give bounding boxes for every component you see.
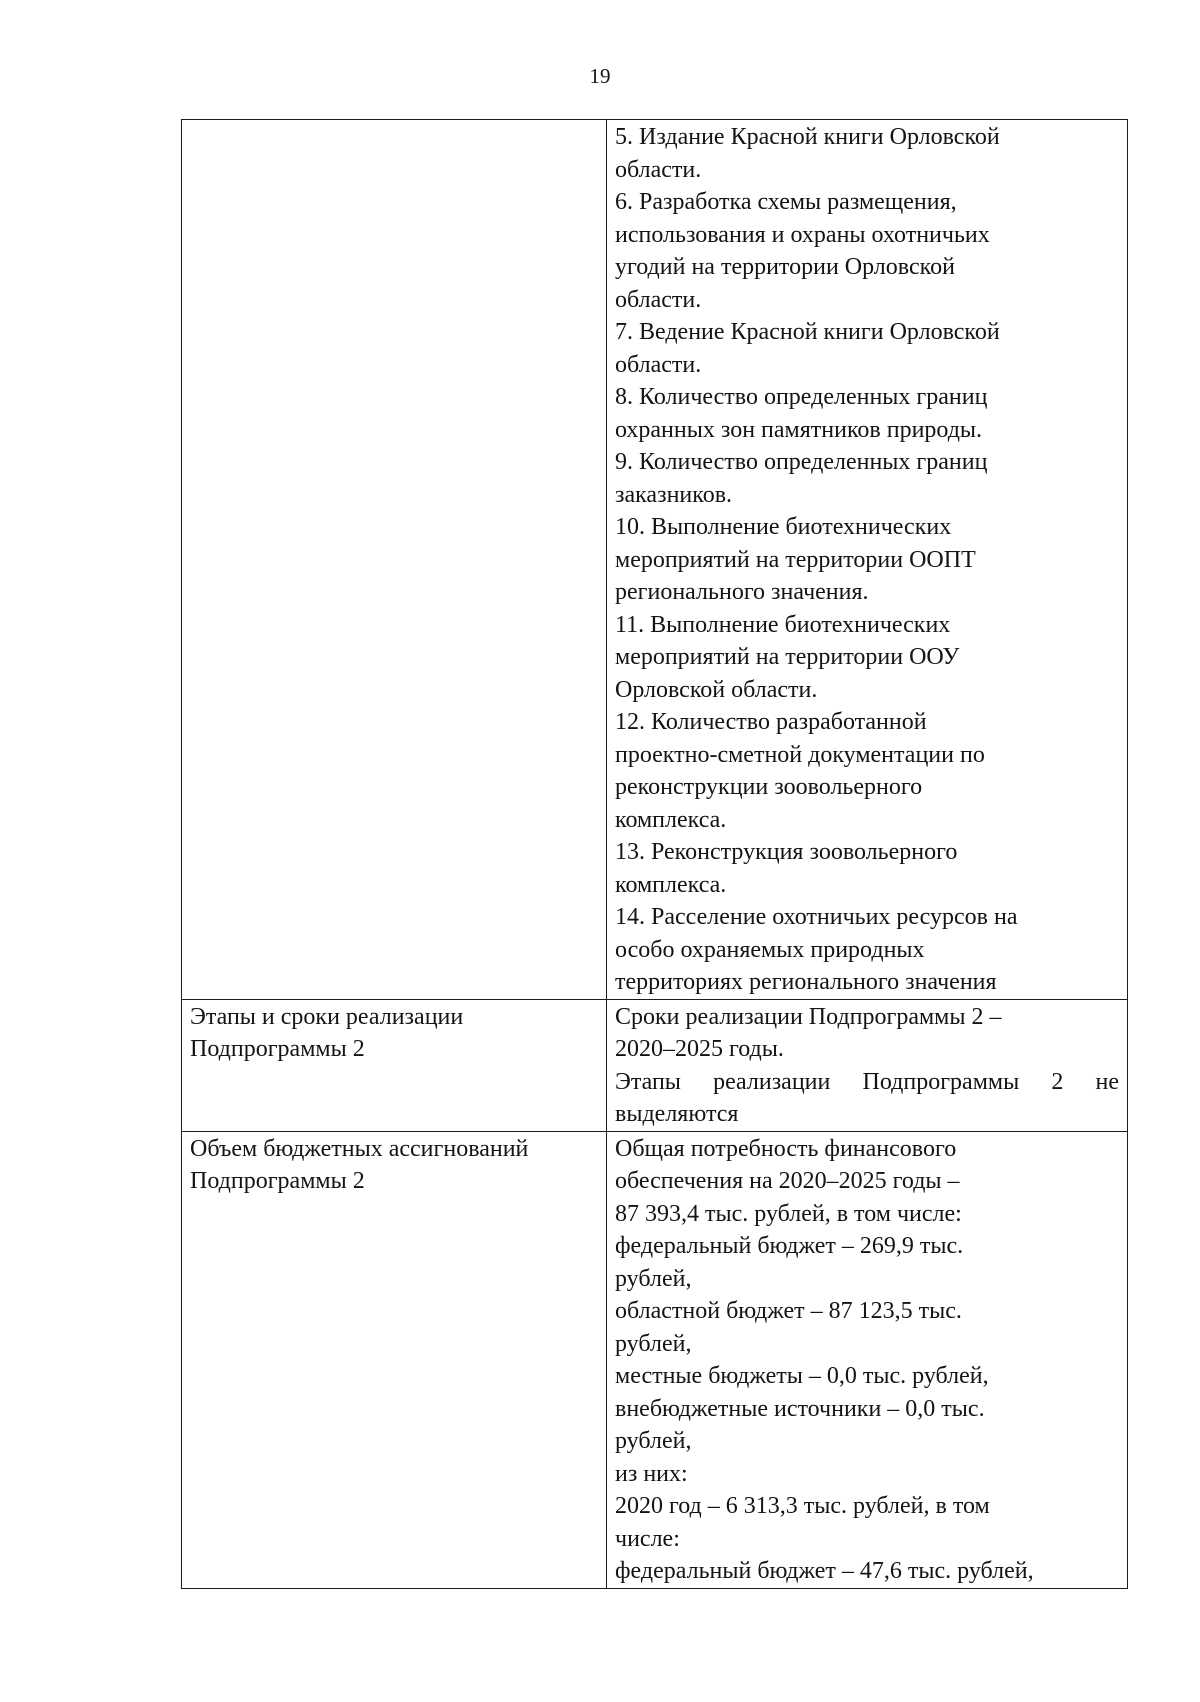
text-line: внебюджетные источники – 0,0 тыс. <box>615 1395 985 1422</box>
text-line: Общая потребность финансового <box>615 1135 957 1162</box>
text-line: 9. Количество определенных границ <box>615 449 988 475</box>
text-line: из них: <box>615 1460 688 1487</box>
text-line: местные бюджеты – 0,0 тыс. рублей, <box>615 1363 989 1389</box>
text-line: федеральный бюджет – 269,9 тыс. <box>615 1233 964 1259</box>
text-line: 8. Количество определенных границ <box>615 384 988 410</box>
indicators-list-cell <box>607 120 1128 1000</box>
row-label-line: Подпрограммы 2 <box>190 1036 365 1062</box>
text-line: 6. Разработка схемы размещения, <box>615 189 957 215</box>
text-line: области. <box>615 156 702 183</box>
text-line: числе: <box>615 1525 680 1552</box>
text-line: территориях регионального значения <box>615 969 997 995</box>
text-line: Орловской области. <box>615 676 818 703</box>
text-line: области. <box>615 351 702 378</box>
text-line: мероприятий на территории ООПТ <box>615 546 976 573</box>
row-label-cell <box>182 1131 607 1588</box>
text-line: выделяются <box>615 1101 739 1127</box>
text-line: области. <box>615 286 702 313</box>
text-line: 5. Издание Красной книги Орловской <box>615 124 1000 150</box>
text-line: обеспечения на 2020–2025 годы – <box>615 1168 960 1194</box>
text-line: рублей, <box>615 1428 692 1454</box>
text-line: 87 393,4 тыс. рублей, в том числе: <box>615 1200 962 1227</box>
text-line: рублей, <box>615 1265 692 1292</box>
row-label-cell-empty <box>182 120 607 1000</box>
text-line: 11. Выполнение биотехнических <box>615 611 951 638</box>
text-line: регионального значения. <box>615 579 869 605</box>
text-line: мероприятий на территории ООУ <box>615 644 960 670</box>
text-line: 7. Ведение Красной книги Орловской <box>615 319 1000 345</box>
page-number: 19 <box>589 64 611 88</box>
row-label-line: Этапы и сроки реализации <box>190 1003 464 1030</box>
text-line: использования и охраны охотничьих <box>615 221 990 248</box>
text-line: охранных зон памятников природы. <box>615 416 983 443</box>
text-line: 2020 год – 6 313,3 тыс. рублей, в том <box>615 1493 990 1519</box>
text-line: федеральный бюджет – 47,6 тыс. рублей, <box>615 1558 1034 1584</box>
text-line: комплекса. <box>615 871 727 898</box>
text-line: реконструкции зоовольерного <box>615 774 923 800</box>
text-line: заказников. <box>615 481 733 508</box>
text-line: 14. Расселение охотничьих ресурсов на <box>615 904 1018 930</box>
text-line: угодий на территории Орловской <box>615 254 955 280</box>
text-line: комплекса. <box>615 806 727 833</box>
text-line: Этапы реализации Подпрограммы 2 не <box>615 1068 1119 1095</box>
text-line: 2020–2025 годы. <box>615 1036 784 1062</box>
budget-content-cell <box>607 1131 1128 1588</box>
table-row-stages <box>182 999 1128 1131</box>
table-row-budget <box>182 1131 1128 1588</box>
row-label-line: Объем бюджетных ассигнований <box>190 1135 529 1162</box>
text-line: 13. Реконструкция зоовольерного <box>615 839 958 865</box>
text-line: рублей, <box>615 1330 692 1357</box>
table-row-indicators <box>182 120 1128 1000</box>
stages-content-cell <box>607 999 1128 1131</box>
row-label-cell <box>182 999 607 1131</box>
text-line: областной бюджет – 87 123,5 тыс. <box>615 1298 962 1324</box>
subprogram-passport-table <box>181 119 1128 1589</box>
text-line: особо охраняемых природных <box>615 936 925 963</box>
text-line: 12. Количество разработанной <box>615 709 927 735</box>
row-label-line: Подпрограммы 2 <box>190 1168 365 1194</box>
text-line: 10. Выполнение биотехнических <box>615 514 952 540</box>
text-line: проектно-сметной документации по <box>615 741 985 768</box>
text-line: Сроки реализации Подпрограммы 2 – <box>615 1003 1002 1030</box>
